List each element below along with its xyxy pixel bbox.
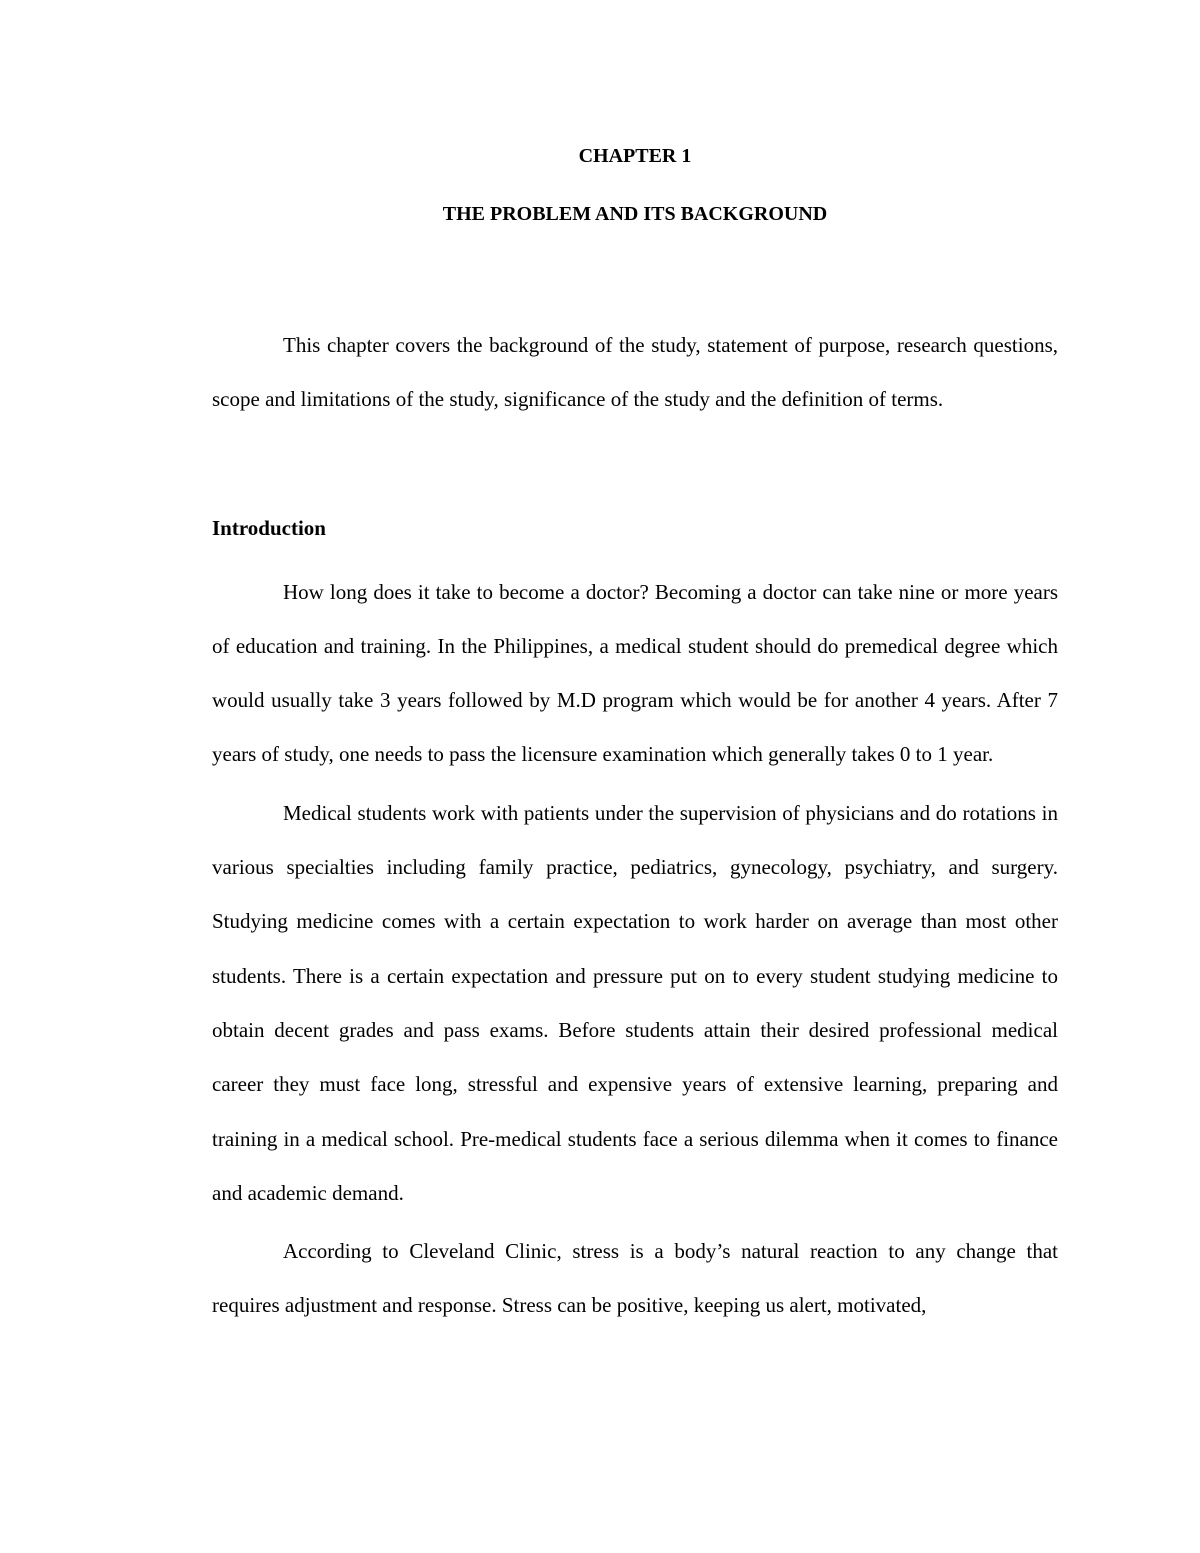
section-heading-introduction: Introduction [212, 515, 326, 540]
body-paragraph: Medical students work with patients under the supervision of physicians and do rotations in various specialties including family practice, pediatrics, gynecology, psychiatry, and surgery. Studying medicine comes with a certain expectation to work harder on average than most other students. There is a certain expectation and pressure put on to every student studying medicine to obtain decent grades and pass exams. Before students attain their desired professional medical career they must face long, stressful and expensive years of extensive learning, preparing and training in a medical school. Pre-medical students face a serious dilemma when it comes to finance and academic demand. [212, 800, 1058, 1205]
body-paragraph: According to Cleveland Clinic, stress is a body’s natural reaction to any change that requires adjustment and response. Stress can be positive, keeping us alert, motivated, [212, 1239, 1058, 1318]
chapter-label: CHAPTER 1 [578, 145, 692, 167]
chapter-title: THE PROBLEM AND ITS BACKGROUND [442, 203, 828, 225]
document-body [212, 140, 1058, 1333]
overview-paragraph: This chapter covers the background of the study, statement of purpose, research questions, scope and limitations of the study, significance of the study and the definition of terms. [212, 333, 1058, 412]
body-paragraph: How long does it take to become a doctor? Becoming a doctor can take nine or more years of education and training. In the Philippines, a medical student should do premedical degree which would usually take 3 years followed by M.D program which would be for another 4 years. After 7 years of study, one needs to pass the licensure examination which generally takes 0 to 1 year. [212, 579, 1058, 767]
